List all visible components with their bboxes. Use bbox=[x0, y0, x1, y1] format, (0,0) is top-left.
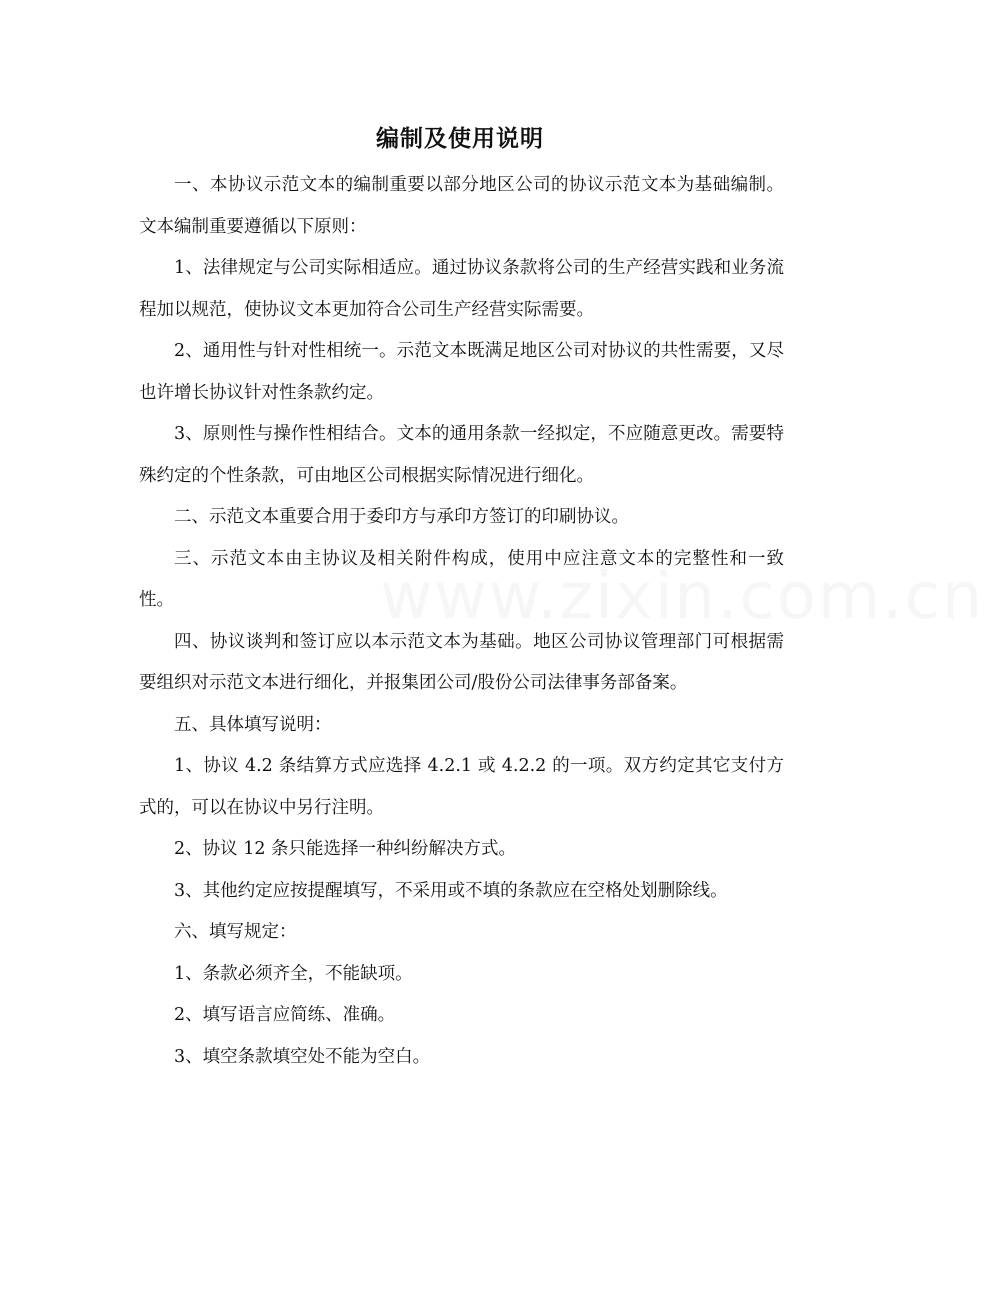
paragraph-11: 3、其他约定应按提醒填写，不采用或不填的条款应在空格处划删除线。 bbox=[174, 880, 728, 901]
paragraph-1: 一、本协议示范文本的编制重要以部分地区公司的协议示范文本为基础编制。文本编制重要遵循以下原则： bbox=[139, 175, 784, 237]
paragraph-15: 3、填空条款填空处不能为空白。 bbox=[174, 1046, 431, 1067]
paragraph-8: 五、具体填写说明： bbox=[174, 714, 332, 735]
document-body bbox=[139, 165, 784, 1078]
paragraph-9: 1、协议 4.2 条结算方式应选择 4.2.1 或 4.2.2 的一项。双方约定其它支付方式的，可以在协议中另行注明。 bbox=[139, 756, 784, 818]
paragraph-7: 四、协议谈判和签订应以本示范文本为基础。地区公司协议管理部门可根据需要组织对示范文本进行细化，并报集团公司/股份公司法律事务部备案。 bbox=[139, 631, 784, 693]
paragraph-14: 2、填写语言应简练、准确。 bbox=[174, 1005, 396, 1025]
paragraph-12: 六、填写规定： bbox=[174, 922, 297, 942]
paragraph-10: 2、协议 12 条只能选择一种纠纷解决方式。 bbox=[174, 839, 517, 859]
watermark: www.zixin.com.cn bbox=[380, 560, 984, 634]
paragraph-3: 2、通用性与针对性相统一。示范文本既满足地区公司对协议的共性需要，又尽也许增长协议针对性条款约定。 bbox=[139, 341, 784, 403]
document-title: 编制及使用说明 bbox=[376, 126, 544, 152]
paragraph-5: 二、示范文本重要合用于委印方与承印方签订的印刷协议。 bbox=[174, 507, 629, 527]
paragraph-2: 1、法律规定与公司实际相适应。通过协议条款将公司的生产经营实践和业务流程加以规范，使协议文本更加符合公司生产经营实际需要。 bbox=[139, 258, 784, 320]
paragraph-4: 3、原则性与操作性相结合。文本的通用条款一经拟定，不应随意更改。需要特殊约定的个性条款，可由地区公司根据实际情况进行细化。 bbox=[139, 424, 784, 486]
paragraph-6: 三、示范文本由主协议及相关附件构成，使用中应注意文本的完整性和一致性。 bbox=[139, 548, 784, 610]
paragraph-13: 1、条款必须齐全，不能缺项。 bbox=[174, 963, 413, 984]
